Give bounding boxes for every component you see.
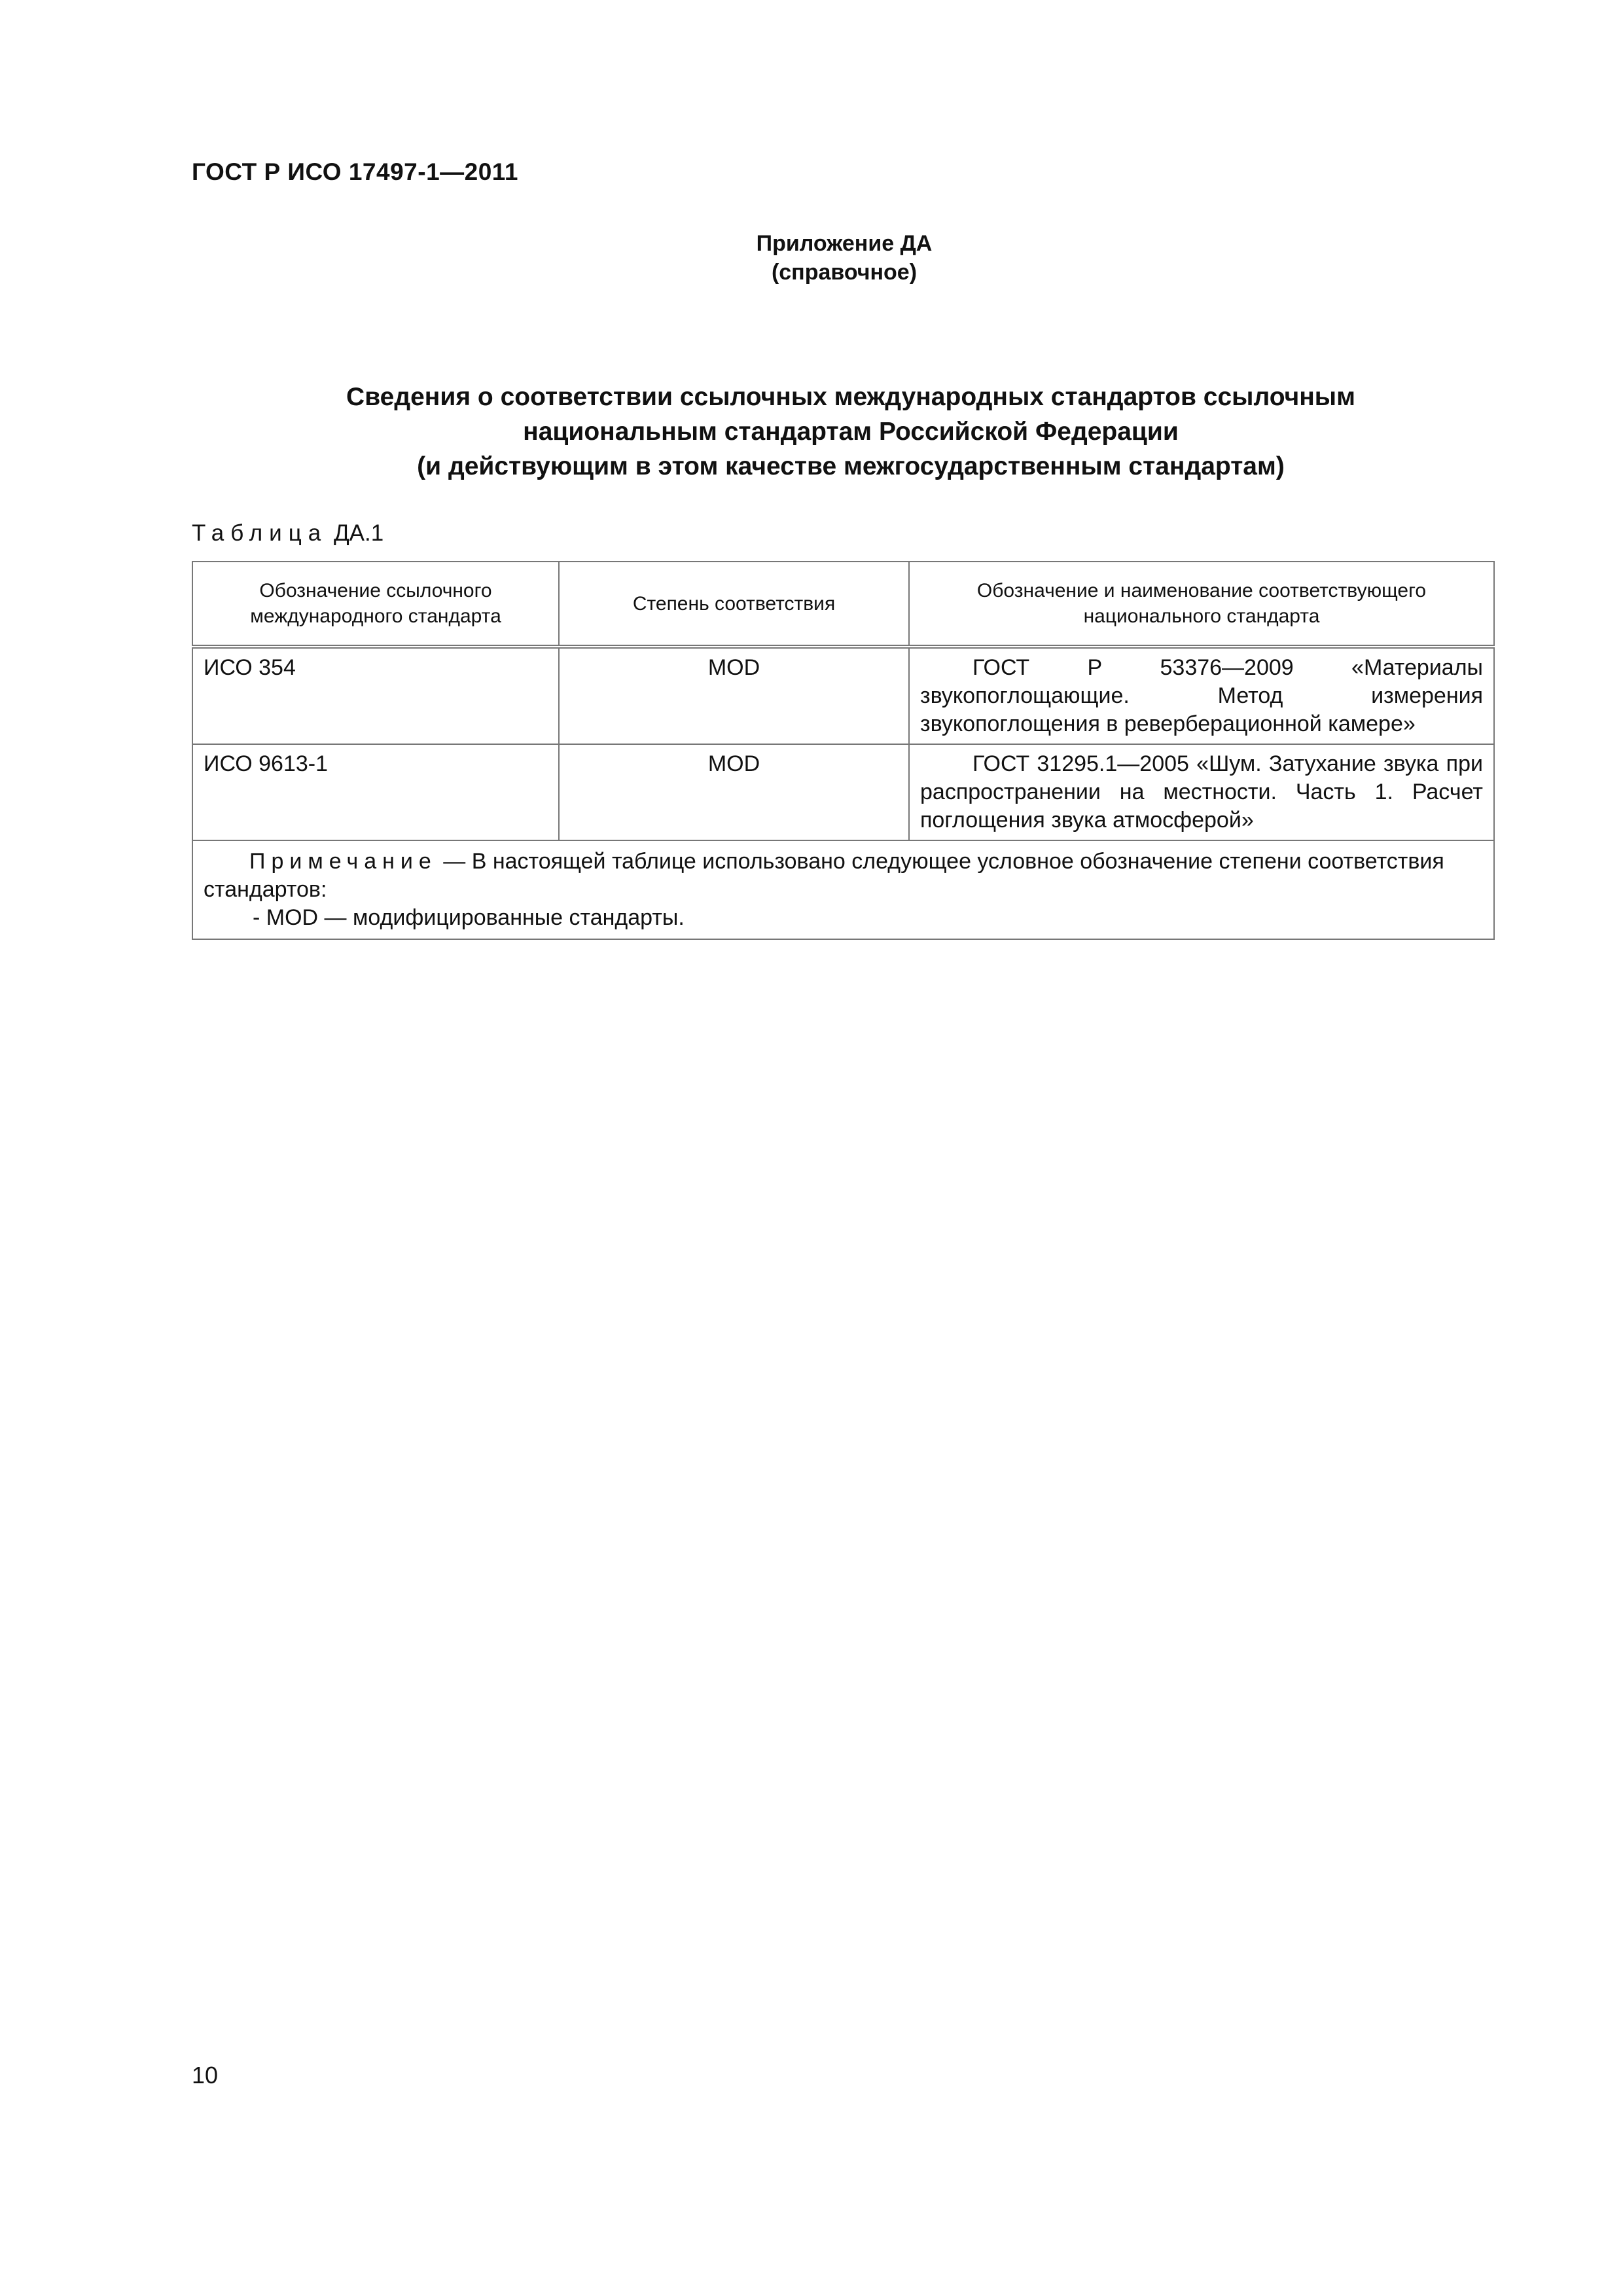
cell-intl-standard: ИСО 9613-1 [192,744,559,840]
table-row [192,647,1494,744]
table-label-word: Таблица [192,520,328,546]
cell-national-standard: ГОСТ Р 53376—2009 «Материалы звукопоглощающие. Метод измерения звукопоглощения в реверберационной камере» [909,647,1494,744]
table-label [192,520,383,547]
note-text: — В настоящей таблице использовано следующее условное обозначение степени соответствия стандартов: [204,849,1444,902]
cell-degree: MOD [559,744,909,840]
table-note-row [192,840,1494,939]
correspondence-table [192,561,1495,940]
section-title-line-2: национальным стандартам Российской Федерации [523,418,1179,446]
note-label: Примечание [249,849,437,874]
table-label-number: ДА.1 [333,520,384,546]
appendix-subtitle: (справочное) [771,260,918,285]
header-national-standard: Обозначение и наименование соответствующего национального стандарта [909,562,1494,647]
appendix-title: Приложение ДА [756,231,933,256]
header-degree: Степень соответствия [559,562,909,647]
section-title-line-3: (и действующим в этом качестве межгосударственным стандартам) [417,452,1285,480]
table-header-row [192,562,1494,647]
section-title-line-1: Сведения о соответствии ссылочных международных стандартов ссылочным [346,383,1355,411]
table-row [192,744,1494,840]
cell-intl-standard: ИСО 354 [192,647,559,744]
header-intl-standard: Обозначение ссылочного международного стандарта [192,562,559,647]
appendix-heading [687,229,1001,287]
section-title [196,380,1505,484]
page-number: 10 [192,2062,219,2089]
table-note [192,840,1494,939]
note-list-item: - MOD — модифицированные стандарты. [253,905,685,930]
cell-degree: MOD [559,647,909,744]
cell-national-standard: ГОСТ 31295.1—2005 «Шум. Затухание звука при распространении на местности. Часть 1. Расчет поглощения звука атмосферой» [909,744,1494,840]
document-code-header: ГОСТ Р ИСО 17497-1—2011 [192,158,518,185]
